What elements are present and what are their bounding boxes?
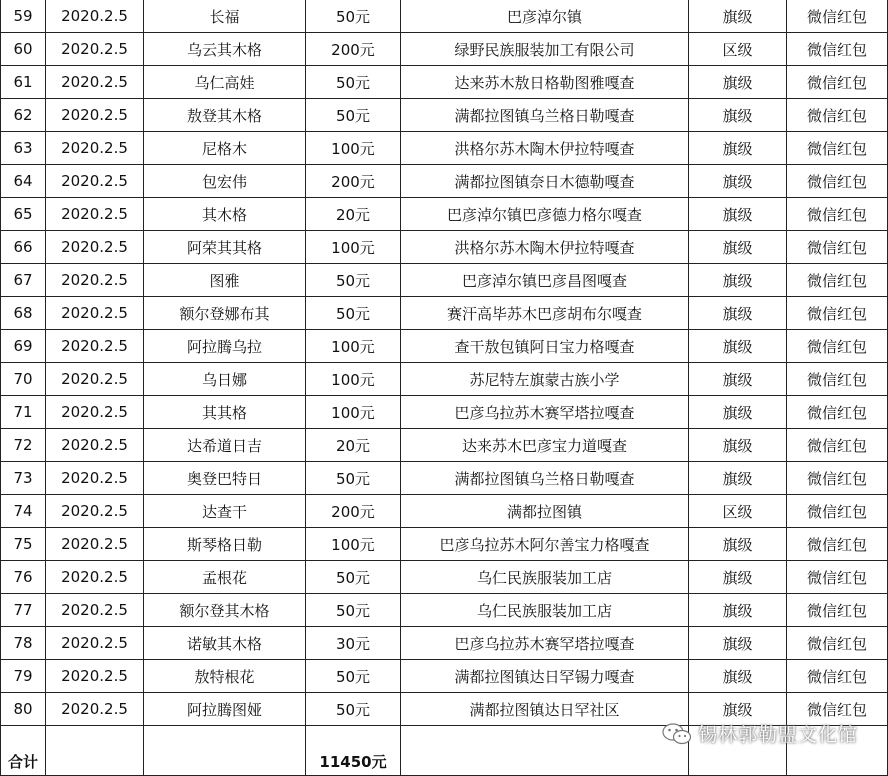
payment-method: 微信红包	[787, 99, 888, 132]
donation-level: 旗级	[689, 660, 787, 693]
wechat-icon	[662, 722, 692, 746]
row-number: 75	[1, 528, 46, 561]
payment-method: 微信红包	[787, 66, 888, 99]
donor-organization: 满都拉图镇乌兰格日勒嘎查	[401, 99, 689, 132]
row-number: 70	[1, 363, 46, 396]
table-row	[1, 396, 888, 429]
donation-level: 旗级	[689, 363, 787, 396]
donation-level: 旗级	[689, 99, 787, 132]
donation-level: 旗级	[689, 330, 787, 363]
donor-organization: 查干敖包镇阿日宝力格嘎查	[401, 330, 689, 363]
donor-name: 图雅	[144, 264, 306, 297]
row-date: 2020.2.5	[46, 495, 144, 528]
donor-organization: 满都拉图镇	[401, 495, 689, 528]
row-date: 2020.2.5	[46, 165, 144, 198]
payment-method: 微信红包	[787, 429, 888, 462]
payment-method: 微信红包	[787, 264, 888, 297]
donation-amount: 20元	[306, 429, 401, 462]
donation-level: 旗级	[689, 165, 787, 198]
row-number: 60	[1, 33, 46, 66]
donation-level: 旗级	[689, 627, 787, 660]
donor-name: 其其格	[144, 396, 306, 429]
row-date: 2020.2.5	[46, 33, 144, 66]
row-number: 61	[1, 66, 46, 99]
row-date: 2020.2.5	[46, 264, 144, 297]
total-empty-cell	[401, 726, 689, 776]
donor-organization: 满都拉图镇达日罕锡力嘎查	[401, 660, 689, 693]
payment-method: 微信红包	[787, 660, 888, 693]
table-row	[1, 429, 888, 462]
donor-name: 额尔登娜布其	[144, 297, 306, 330]
donor-name: 长福	[144, 0, 306, 33]
donation-level: 旗级	[689, 198, 787, 231]
payment-method: 微信红包	[787, 396, 888, 429]
donation-level: 旗级	[689, 297, 787, 330]
donation-amount: 100元	[306, 132, 401, 165]
donor-organization: 巴彦乌拉苏木赛罕塔拉嘎查	[401, 396, 689, 429]
row-date: 2020.2.5	[46, 693, 144, 726]
total-label: 合计	[1, 726, 46, 776]
donation-level: 旗级	[689, 429, 787, 462]
donation-level: 旗级	[689, 594, 787, 627]
row-date: 2020.2.5	[46, 363, 144, 396]
row-number: 77	[1, 594, 46, 627]
donation-level: 区级	[689, 33, 787, 66]
row-date: 2020.2.5	[46, 198, 144, 231]
donor-name: 达查干	[144, 495, 306, 528]
table-row	[1, 660, 888, 693]
row-number: 65	[1, 198, 46, 231]
payment-method: 微信红包	[787, 693, 888, 726]
payment-method: 微信红包	[787, 594, 888, 627]
payment-method: 微信红包	[787, 132, 888, 165]
donation-level: 旗级	[689, 66, 787, 99]
payment-method: 微信红包	[787, 627, 888, 660]
donor-organization: 巴彦乌拉苏木赛罕塔拉嘎查	[401, 627, 689, 660]
row-number: 74	[1, 495, 46, 528]
row-date: 2020.2.5	[46, 429, 144, 462]
donor-name: 敖登其木格	[144, 99, 306, 132]
table-row	[1, 495, 888, 528]
donation-amount: 50元	[306, 660, 401, 693]
row-date: 2020.2.5	[46, 561, 144, 594]
donor-organization: 乌仁民族服装加工店	[401, 561, 689, 594]
row-number: 76	[1, 561, 46, 594]
watermark	[662, 720, 858, 747]
table-row	[1, 99, 888, 132]
donor-organization: 巴彦淖尔镇巴彦昌图嘎查	[401, 264, 689, 297]
total-amount: 11450元	[306, 726, 401, 776]
donor-name: 诺敏其木格	[144, 627, 306, 660]
donor-organization: 巴彦淖尔镇	[401, 0, 689, 33]
row-date: 2020.2.5	[46, 528, 144, 561]
donor-name: 奥登巴特日	[144, 462, 306, 495]
donor-organization: 满都拉图镇奈日木德勒嘎查	[401, 165, 689, 198]
table-row	[1, 66, 888, 99]
donor-organization: 洪格尔苏木陶木伊拉特嘎查	[401, 132, 689, 165]
table-row	[1, 264, 888, 297]
donor-organization: 巴彦乌拉苏木阿尔善宝力格嘎查	[401, 528, 689, 561]
donor-name: 乌日娜	[144, 363, 306, 396]
table-row	[1, 297, 888, 330]
donation-amount: 50元	[306, 297, 401, 330]
row-number: 62	[1, 99, 46, 132]
donor-name: 斯琴格日勒	[144, 528, 306, 561]
donation-amount: 200元	[306, 495, 401, 528]
table-row	[1, 231, 888, 264]
row-date: 2020.2.5	[46, 66, 144, 99]
payment-method: 微信红包	[787, 0, 888, 33]
donation-amount: 50元	[306, 693, 401, 726]
row-date: 2020.2.5	[46, 297, 144, 330]
donor-organization: 达来苏木敖日格勒图雅嘎查	[401, 66, 689, 99]
donor-organization: 乌仁民族服装加工店	[401, 594, 689, 627]
row-number: 67	[1, 264, 46, 297]
donor-organization: 绿野民族服装加工有限公司	[401, 33, 689, 66]
donor-name: 阿拉腾图娅	[144, 693, 306, 726]
row-number: 79	[1, 660, 46, 693]
donor-name: 阿拉腾乌拉	[144, 330, 306, 363]
row-number: 66	[1, 231, 46, 264]
payment-method: 微信红包	[787, 198, 888, 231]
donation-amount: 100元	[306, 330, 401, 363]
payment-method: 微信红包	[787, 363, 888, 396]
donor-name: 阿荣其其格	[144, 231, 306, 264]
donor-organization: 达来苏木巴彦宝力道嘎查	[401, 429, 689, 462]
payment-method: 微信红包	[787, 165, 888, 198]
row-number: 68	[1, 297, 46, 330]
row-date: 2020.2.5	[46, 330, 144, 363]
row-number: 72	[1, 429, 46, 462]
donation-level: 旗级	[689, 0, 787, 33]
donor-name: 其木格	[144, 198, 306, 231]
payment-method: 微信红包	[787, 561, 888, 594]
donation-level: 旗级	[689, 132, 787, 165]
payment-method: 微信红包	[787, 297, 888, 330]
table-row	[1, 561, 888, 594]
row-date: 2020.2.5	[46, 0, 144, 33]
donation-amount: 50元	[306, 0, 401, 33]
donation-level: 区级	[689, 495, 787, 528]
table-row	[1, 528, 888, 561]
payment-method: 微信红包	[787, 231, 888, 264]
total-empty-cell	[144, 726, 306, 776]
table-row	[1, 0, 888, 33]
row-number: 64	[1, 165, 46, 198]
donation-amount: 100元	[306, 363, 401, 396]
donor-organization: 巴彦淖尔镇巴彦德力格尔嘎查	[401, 198, 689, 231]
table-row	[1, 33, 888, 66]
table-row	[1, 330, 888, 363]
donation-amount: 20元	[306, 198, 401, 231]
donation-amount: 30元	[306, 627, 401, 660]
donor-name: 乌仁高娃	[144, 66, 306, 99]
donation-amount: 50元	[306, 594, 401, 627]
donation-amount: 50元	[306, 561, 401, 594]
donor-organization: 苏尼特左旗蒙古族小学	[401, 363, 689, 396]
donor-name: 孟根花	[144, 561, 306, 594]
row-date: 2020.2.5	[46, 132, 144, 165]
donor-organization: 满都拉图镇达日罕社区	[401, 693, 689, 726]
donor-name: 乌云其木格	[144, 33, 306, 66]
donor-organization: 洪格尔苏木陶木伊拉特嘎查	[401, 231, 689, 264]
row-date: 2020.2.5	[46, 627, 144, 660]
row-number: 71	[1, 396, 46, 429]
donor-organization: 赛汗高毕苏木巴彦胡布尔嘎查	[401, 297, 689, 330]
row-date: 2020.2.5	[46, 594, 144, 627]
table-row	[1, 198, 888, 231]
table-row	[1, 363, 888, 396]
payment-method: 微信红包	[787, 528, 888, 561]
payment-method: 微信红包	[787, 495, 888, 528]
donation-amount: 200元	[306, 33, 401, 66]
watermark-text: 锡林郭勒盟文化馆	[697, 724, 858, 746]
donation-amount: 50元	[306, 462, 401, 495]
row-number: 69	[1, 330, 46, 363]
donor-name: 敖特根花	[144, 660, 306, 693]
donation-amount: 100元	[306, 231, 401, 264]
donation-level: 旗级	[689, 528, 787, 561]
donation-level: 旗级	[689, 462, 787, 495]
row-number: 80	[1, 693, 46, 726]
table-row	[1, 132, 888, 165]
row-number: 59	[1, 0, 46, 33]
donation-level: 旗级	[689, 693, 787, 726]
table-row	[1, 165, 888, 198]
donation-amount: 100元	[306, 396, 401, 429]
row-date: 2020.2.5	[46, 396, 144, 429]
donation-amount: 50元	[306, 99, 401, 132]
total-empty-cell	[46, 726, 144, 776]
table-row	[1, 594, 888, 627]
row-number: 73	[1, 462, 46, 495]
row-date: 2020.2.5	[46, 462, 144, 495]
donor-name: 达希道日吉	[144, 429, 306, 462]
table-row	[1, 627, 888, 660]
payment-method: 微信红包	[787, 462, 888, 495]
donation-amount: 50元	[306, 66, 401, 99]
row-date: 2020.2.5	[46, 660, 144, 693]
donation-level: 旗级	[689, 396, 787, 429]
payment-method: 微信红包	[787, 330, 888, 363]
donation-level: 旗级	[689, 561, 787, 594]
row-date: 2020.2.5	[46, 99, 144, 132]
donor-name: 额尔登其木格	[144, 594, 306, 627]
donor-name: 包宏伟	[144, 165, 306, 198]
table-row	[1, 462, 888, 495]
row-number: 78	[1, 627, 46, 660]
donor-organization: 满都拉图镇乌兰格日勒嘎查	[401, 462, 689, 495]
donation-amount: 100元	[306, 528, 401, 561]
donor-name: 尼格木	[144, 132, 306, 165]
donation-amount: 50元	[306, 264, 401, 297]
donation-amount: 200元	[306, 165, 401, 198]
donation-level: 旗级	[689, 231, 787, 264]
donation-level: 旗级	[689, 264, 787, 297]
payment-method: 微信红包	[787, 33, 888, 66]
row-date: 2020.2.5	[46, 231, 144, 264]
row-number: 63	[1, 132, 46, 165]
